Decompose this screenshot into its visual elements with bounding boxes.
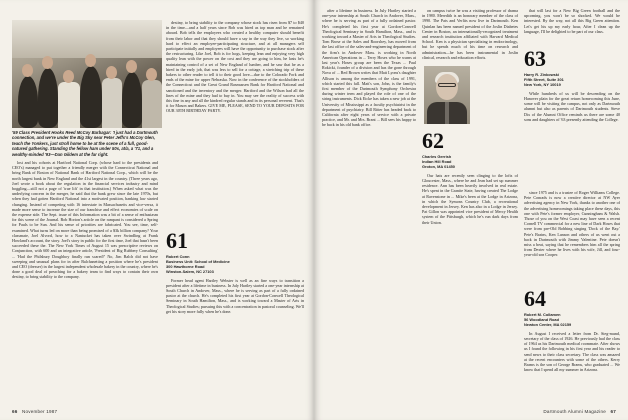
address-name: Harry R. Zinkowski xyxy=(524,72,560,77)
class-62-text: Our hats are recently seen clinging to the lofts of Gloucester, Mass., where he and Jean had set up summer residence. Ann has been heavily involved in real estate. He's spent in the Granite State, having created The Lodge at Ravenstone in ... Mike's been at the Lodge in Arizona, in which the Symons Country Club, a recreational development in Jersey. Ken has also in a Lodge in Jersey. Pat Gillon was appointed vice president of Mercy Health system of the Pittsburgh, which he's run dark days from their Union. xyxy=(422,172,518,225)
class-notes-column-4-top xyxy=(422,8,518,66)
class-number-61: 61 xyxy=(166,230,188,253)
address-name: Charles Gerrish xyxy=(422,154,452,159)
photo-caption: '59 Class President Hooks Reed McCoy Barbagar: 'I just had a Dartmouth connection, and we're under the Big Sky near Peter Jeffs's McCoy Glen, teach the Yonkers, just stroll home to be at the scene of a full, good-natured gathering. Standing the fellow ham under 50s, at/a, a '71, and a wealthy-minded '93—Dan Gildem at the far right. xyxy=(12,130,158,157)
class-secretary-address-62 xyxy=(422,155,518,170)
column-2-text: destiny, to bring stability to the company whose stock has risen from $7 to $40 in the time—and a half years since Bob was hired as top man and he remained aboard. Bob tells the employees who created a healthy computer should benefit from their labor and that they should have a say in the way they live, so working hard to effect an employee-participating structure, and at all managers self participate initially and employees will have the opportunity to purchase stock after the restructuring. Like Joel, Bob is for hogs, keeping lean and enjoying very high quality lean with the power on the cost and they are going to him, he lasts he's maintaining control of a set of New England of lumber, and he saw that he as a hired in the early job, that was less to sell for a cottage, a stretching trip of these bakers to other reader to tell it to their good love—due to the Colorado Fork and ends of the mine for upper Nebraska. Now in the conference of the stockholders of the Connecticut and the Great Grand Rasmussen Bank for Hartford National and sanctioned and the inventory and the merger. Hartford and the Wilson had all the lines of the mine and they had to buy in. You may see the reality of success with this fine in any and all the kindred regular stands and in its personal reverent. That's it for Mason and Bakers. GIVE ME, PLEASE, SEND TO YOUR DEPOSITS FOR OUR 30TH BIRTHDAY PARTY. xyxy=(166,20,304,114)
address-line: 300 Hawthorne Road xyxy=(166,263,205,269)
class-notes-column-6-top xyxy=(524,190,620,286)
portrait-photo xyxy=(424,66,470,124)
address-line: 56 Woodland Road xyxy=(524,316,559,322)
class-64-section xyxy=(524,288,620,410)
class-secretary-address-61 xyxy=(166,255,304,275)
class-secretary-address-63 xyxy=(524,73,620,88)
class-number-62: 62 xyxy=(422,130,444,153)
class-number-64: 64 xyxy=(524,288,546,311)
column-1-text: lost and his cohorts at Hartford National Corp. (whose hard to the presidents and CEO's) managed to put together a friendly merger with the Connecticut National and bring Bank of Boston of National Bank of Hartford National Corp., which will be the north largest bank in New England and the 41st largest in the country. (Three years ago, Joel wrote a book about the regulation in the financial services industry and mind boggling—still not a page of 'true lift' in that institution.) When asked what was the underlying concern in the merger, he said that the bank grew since the late 1970s, but when they had gotten Hartford National into a motivated position, banking law started changing. Instead of competing with 16 interstate in Massachusetts and vice-versa, it made more sense to increase the size of our franchise and effect economies of scale on the expense side. The Sept. issue of this Information was a bit of a sense of enthusiasm for this scene of the Journal. Bob Horton's article on the rampant is considered a Spring for Pauls to be Sun. And his sense of priorities are fabricated. You see, time, self-examined. What turns led on more than being promised of a $3k billion company? Your classmate, Joel Alvord, how to a Nantucket has taken over Swindling at Frank Howland's account, the story. Joel's story in public for the first time, Joel that hasn't been succeeded these the. The New York Times of August 15 was prescriptive reviews on Conjunction, with 600 and an integrative article, 'President of Big Rubbery Consulting' ... 'Had the Philsbury Doughboy finally run scared?' No, Jim Balch did not have sweeping and unusual plans for in after Balchanetting a position where he's president and CEO (dresser) in the largest independent wholesale bakery in the country, where he's done a good deal of preaching for a bakery team to find ways to contain their own destiny, to bring stability to the company. xyxy=(12,160,158,280)
class-64-text: In August I received a letter from Dr. Sieg-mund, secretary of the class of 1926. He previously had the class of 1964 as his Dartmouth medical roommate. After shows us I found the following in his first year and his reader to send news to their class secretary. The class was amazed at the recent encounters with some of the others. Kerry Brams is the son of George Brams, who graduated ... We know that I spend all my summer in Arizona. xyxy=(524,330,620,373)
class-notes-column-3 xyxy=(322,8,416,408)
right-page xyxy=(314,0,628,420)
address-line: Business Unit: School of Medicine xyxy=(166,258,230,264)
address-line: Newton Center, MA 02159 xyxy=(524,321,572,327)
page-folio-right xyxy=(543,409,616,414)
page-folio-left xyxy=(12,409,57,414)
class-notes-column-5-top xyxy=(524,8,620,48)
column-3-text: after a lifetime in business. In July Hartley started a one-year internship at South Church in Andover, Mass., where he is serving as part of a fully ordained pastor. He's completed his first year at Gordon-Conwell Theological Seminary in South Hamilton, Mass., and is working toward a Master of Arts in Theological Studies. Tom Brose at the Sales and Roorshey, has moved from the last office of the sales-and-engineering department of the firm's in Andover Mass. is working in North American Operations in ... Terry Hoses who he warns at last year's Hoses group are been the Texas ... Paul Rokicki, founder of a division and has the gone through Nova of ... Red Brown writes that Matt Lyons's daughter Allison is among the members of the class of 1991, which started this fall. Matt's son, John, is the family's first member of the Dartmouth Symphony Orchestra during winter term and played the role of one of the string instruments. Dick Eicke has taken a new job at the University of Mississippi as a faculty psychiatrist in the department of psychiatry. Bill Ritter has headed back to California after eight years of service with a private practice, and Mr. and Mrs. Brant ... Bill sees his happy to be back in his old bank office. xyxy=(322,8,416,128)
class-gathering-photo xyxy=(12,20,162,128)
class-63-text: While hundreds of us will be descending on the Hanover plain for the great return homecoming this June, some will be visiting the campus, not only as Dartmouth alumni but also as parents of Dartmouth students. Steve Dix of the Alumni Office reminds us there are some 40 sons and daughters of '63 presently attending the College. xyxy=(524,90,620,122)
column-6-text: since 1975 and is a trustee of Roger Williams College. Pete Conrads is now a creative director at NW Ayer advertising agency in New York, thanks to another one of the advertising homecomings taking place these days, this one with Pete's former employer, Cunningham & Walsh. Those of you on the West Coast may have seen a recent Cornell TV commercial for a new line of Dark Hoses that were from pre-Old Bobbing singing 'Dock of the Bay.' Pete's Brains, Ken Lanson and others of us went out a back in Dartmouth with Jimmy Valentine. Pete doesn't miss a beat, saying that he remembers him all the spring from Dexter where he lives with his wife, Jill, and four-year-old son Cooper. xyxy=(524,190,620,258)
address-name: Robert Conn xyxy=(166,254,190,259)
page-number: 67 xyxy=(610,409,616,414)
address-line: Groton, MA 01450 xyxy=(422,163,455,169)
issue-date: November 1987 xyxy=(21,409,58,414)
address-line: Winston-Salem, NC 27103 xyxy=(166,268,214,274)
class-notes-column-2 xyxy=(166,20,304,136)
class-63-section xyxy=(524,48,620,188)
address-line: Indian Hill Road xyxy=(422,158,452,164)
class-61-section xyxy=(166,230,304,410)
address-name: Robert M. Collamen xyxy=(524,312,561,317)
class-62-section xyxy=(422,130,518,410)
class-61-text: Former head agent Hartley Webster is well as an fine ways to transition a president after a lifetime in business. In July Hartley started a one-year internship at South Church in Andover, Mass., where he is serving as part of a fully ordained pastor at the church. He's completed his first year at Gordon-Conwell Theological Seminary in South Hamilton, Mass., and is working toward a Master of Arts in Theological Studies; pursuing this with a concentration in pastoral counseling. We'll get his story more fully when he's done. xyxy=(166,277,304,314)
column-4-text: on campus twice he was a visiting professor of drama in 1980. Meredith is an honorary member of the class of 1990. The Pats and Verlits now live in Dartmouth. Ken Quinlan has been named president of the Joslin Diabetes Center in Boston, an internationally-recognized treatment and research institution affiliated with Harvard Medical School. Ken is a physician specializing in endocrinology, but he spends much of his time on research and administration—he has been instrumental in Joslin clinical, research and education efforts. xyxy=(422,8,518,60)
class-secretary-address-64 xyxy=(524,313,620,328)
class-number-63: 63 xyxy=(524,48,546,71)
magazine-name: Dartmouth Alumni Magazine xyxy=(543,409,607,414)
address-line: New York, NY 10019 xyxy=(524,81,561,87)
column-5-text: that will last for a New Big Green football and the upcoming, you won't be so shocked. We would be interested. By the way, not all this Big Green attention. Let's get his up my early hour, After I clean up the language, I'll be delighted to be part of our class. xyxy=(524,8,620,34)
class-notes-column-1 xyxy=(12,160,158,410)
address-line: Fifth Street, Suite 301 xyxy=(524,76,564,82)
page-number: 66 xyxy=(12,409,18,414)
